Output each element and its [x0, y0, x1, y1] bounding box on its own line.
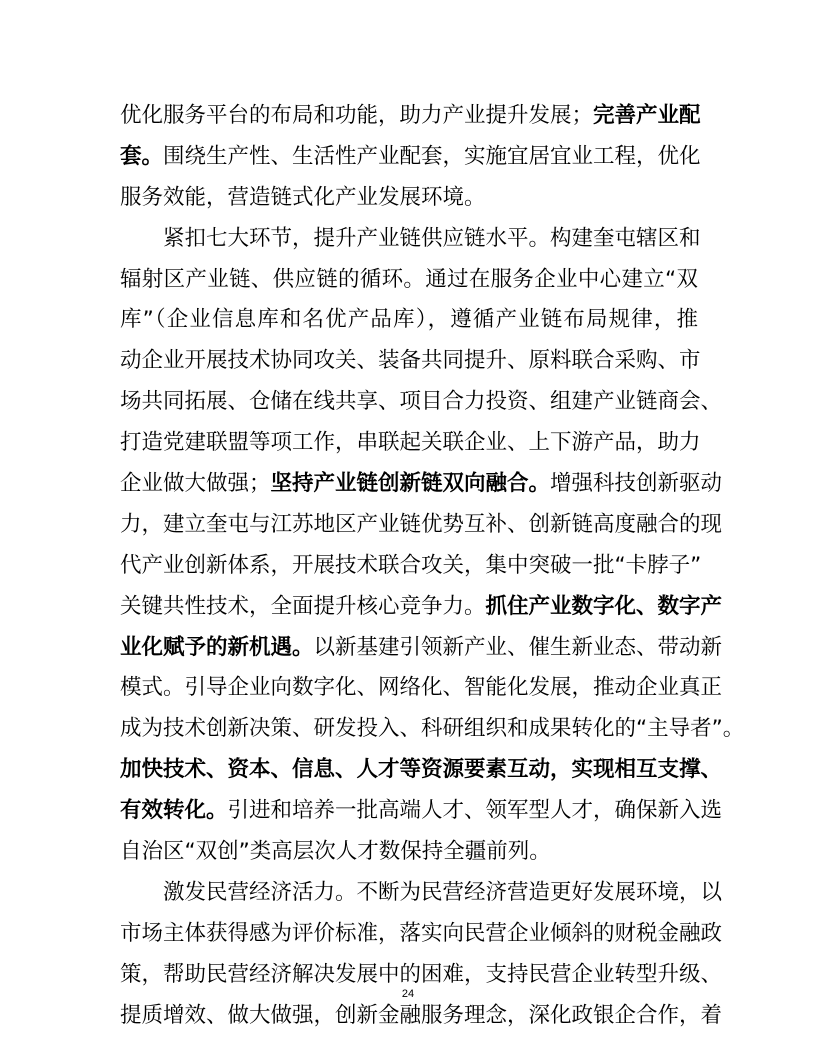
text-run: 自治区“双创”类高层次人才数保持全疆前列。: [120, 839, 551, 865]
text-line: [120, 423, 701, 464]
text-line: [120, 178, 698, 219]
text-run: 辐射区产业链、供应链的循环。通过在服务企业中心建立“双: [120, 266, 698, 292]
text-line: [120, 628, 723, 669]
bold-heading-run: 坚持产业链创新链双向融合。: [270, 471, 551, 497]
bold-heading-run: 有效转化。: [120, 798, 228, 824]
text-run: 力，建立奎屯与江苏地区产业链优势互补、创新链高度融合的现: [120, 511, 723, 537]
text-line: [120, 791, 723, 832]
text-line: [120, 832, 698, 873]
text-run: 打造党建联盟等项工作，串联起关联企业、上下游产品，助力: [120, 430, 701, 456]
text-run: 动企业开展技术协同攻关、装备共同提升、原料联合采购、市: [120, 348, 701, 374]
page-number: 24: [401, 988, 415, 1000]
text-line: [120, 709, 745, 750]
text-run: 激发民营经济活力。不断为民营经济营造更好发展环境，以: [163, 879, 723, 905]
text-run: 服务效能，营造链式化产业发展环境。: [120, 184, 486, 210]
bold-heading-run: 业化赋予的新机遇。: [120, 634, 314, 660]
bold-heading-run: 抓住产业数字化、数字产: [485, 593, 723, 619]
text-run: 引进和培养一批高端人才、领军型人才，确保新入选: [227, 798, 723, 824]
text-run: 围绕生产性、生活性产业配套，实施宜居宜业工程，优化: [163, 143, 701, 169]
text-run: 成为技术创新决策、研发投入、科研组织和成果转化的“主导者”。: [120, 716, 745, 742]
text-run: 关键共性技术，全面提升核心竞争力。: [120, 593, 486, 619]
text-run: 提质增效、做大做强，创新金融服务理念，深化政银企合作，着: [120, 1002, 723, 1028]
text-line: [120, 996, 723, 1037]
text-line: [120, 750, 723, 791]
text-line: [120, 300, 698, 341]
text-line: [120, 341, 701, 382]
text-line: [120, 137, 701, 178]
paragraph-first-line: [120, 873, 723, 914]
text-run: 库”（企业信息库和名优产品库），遵循产业链布局规律，推: [120, 307, 698, 333]
text-run: 市场主体获得感为评价标准，落实向民营企业倾斜的财税金融政: [120, 920, 723, 946]
text-line: [120, 914, 723, 955]
text-line: [120, 260, 698, 301]
text-run: 代产业创新体系，开展技术联合攻关，集中突破一批“卡脖子”: [120, 552, 702, 578]
text-line: [120, 505, 723, 546]
text-line: [120, 96, 701, 137]
text-line: [120, 464, 723, 505]
paragraph-first-line: [120, 219, 701, 260]
bold-heading-run: 完善产业配: [593, 103, 701, 128]
bold-heading-run: 加快技术、资本、信息、人才等资源要素互动，实现相互支撑、: [120, 757, 723, 783]
text-run: 优化服务平台的布局和功能，助力产业提升发展；: [120, 103, 594, 128]
text-run: 场共同拓展、仓储在线共享、项目合力投资、组建产业链商会、: [120, 389, 723, 415]
text-run: 紧扣七大环节，提升产业链供应链水平。构建奎屯辖区和: [163, 225, 701, 251]
text-run: 企业做大做强；: [120, 471, 271, 497]
text-line: [120, 546, 702, 587]
text-run: 以新基建引领新产业、催生新业态、带动新: [313, 634, 723, 660]
document-body: [120, 96, 745, 1036]
bold-heading-run: 套。: [120, 143, 164, 169]
text-line: [120, 668, 723, 709]
text-run: 模式。引导企业向数字化、网络化、智能化发展，推动企业真正: [120, 675, 723, 701]
text-run: 增强科技创新驱动: [550, 471, 723, 497]
text-line: [120, 382, 723, 423]
text-line: [120, 587, 723, 628]
text-run: 策，帮助民营经济解决发展中的困难，支持民营企业转型升级、: [120, 961, 723, 987]
